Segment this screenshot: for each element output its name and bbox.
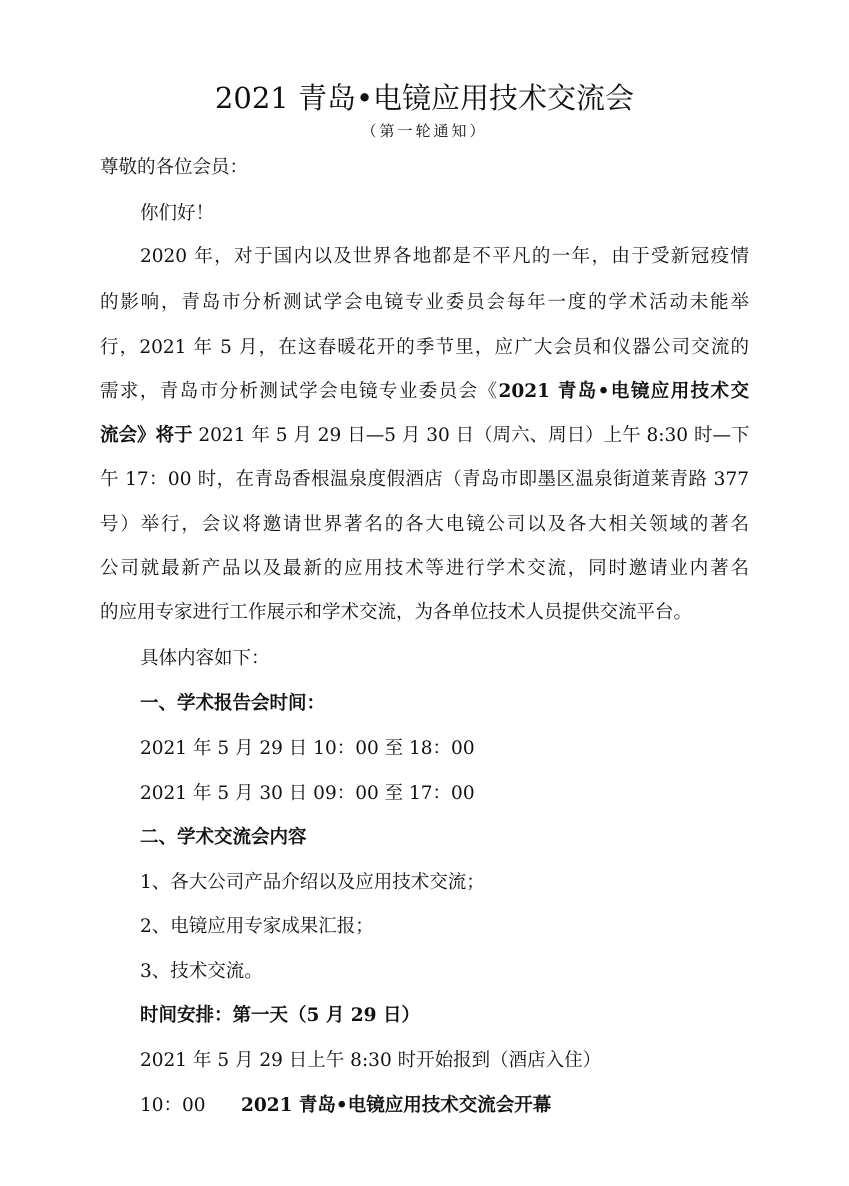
section-heading	[140, 825, 307, 851]
opening-event: 2021 青岛•电镜应用技术交流会开幕	[241, 1095, 552, 1116]
conference-name-bold: 2021 青岛•电镜应用技术交	[498, 381, 749, 402]
schedule-heading	[140, 1003, 420, 1029]
paragraph-text: 需求，青岛市分析测试学会电镜专业委员会《	[100, 381, 499, 402]
document-subtitle: （第一轮通知）	[361, 122, 488, 140]
section-heading-text: 二、学术交流会内容	[140, 827, 307, 848]
intro-text: 具体内容如下：	[140, 648, 270, 669]
conference-name-bold: 流会》将于	[100, 425, 193, 446]
list-item: 3、技术交流。	[140, 961, 263, 982]
schedule-heading-text: 时间安排：第一天（5 月 29 日）	[140, 1005, 420, 1026]
opening-time: 10：00	[140, 1095, 206, 1116]
section-heading	[140, 691, 325, 717]
schedule-item: 2021 年 5 月 29 日 10：00 至 18：00	[140, 738, 475, 759]
paragraph-line: 的影响，青岛市分析测试学会电镜专业委员会每年一度的学术活动未能举	[100, 292, 749, 313]
opening-line	[140, 1093, 551, 1119]
paragraph-line: 午 17：00 时，在青岛香根温泉度假酒店（青岛市即墨区温泉街道莱青路 377	[100, 469, 749, 490]
list-item: 1、各大公司产品介绍以及应用技术交流；	[140, 872, 485, 893]
list-item: 2、电镜应用专家成果汇报；	[140, 916, 374, 937]
paragraph-line	[100, 379, 749, 405]
paragraph-line: 的应用专家进行工作展示和学术交流，为各单位技术人员提供交流平台。	[100, 602, 693, 623]
salutation: 尊敬的各位会员：	[100, 157, 249, 178]
checkin-line: 2021 年 5 月 29 日上午 8:30 时开始报到（酒店入住）	[140, 1050, 602, 1071]
document-title: 2021 青岛•电镜应用技术交流会	[214, 81, 635, 115]
greeting: 你们好！	[140, 203, 215, 224]
paragraph-text: 2021 年 5 月 29 日—5 月 30 日（周六、周日）上午 8:30 时—下	[192, 425, 750, 446]
schedule-item: 2021 年 5 月 30 日 09：00 至 17：00	[140, 783, 475, 804]
paragraph-line: 2020 年，对于国内以及世界各地都是不平凡的一年，由于受新冠疫情	[140, 246, 749, 267]
section-heading-text: 一、学术报告会时间：	[140, 693, 326, 714]
paragraph-line: 行，2021 年 5 月，在这春暖花开的季节里，应广大会员和仪器公司交流的	[100, 337, 749, 358]
paragraph-line: 公司就最新产品以及最新的应用技术等进行学术交流，同时邀请业内著名	[100, 558, 749, 579]
paragraph-line	[100, 423, 749, 449]
paragraph-line: 号）举行，会议将邀请世界著名的各大电镜公司以及各大相关领域的著名	[100, 514, 749, 535]
